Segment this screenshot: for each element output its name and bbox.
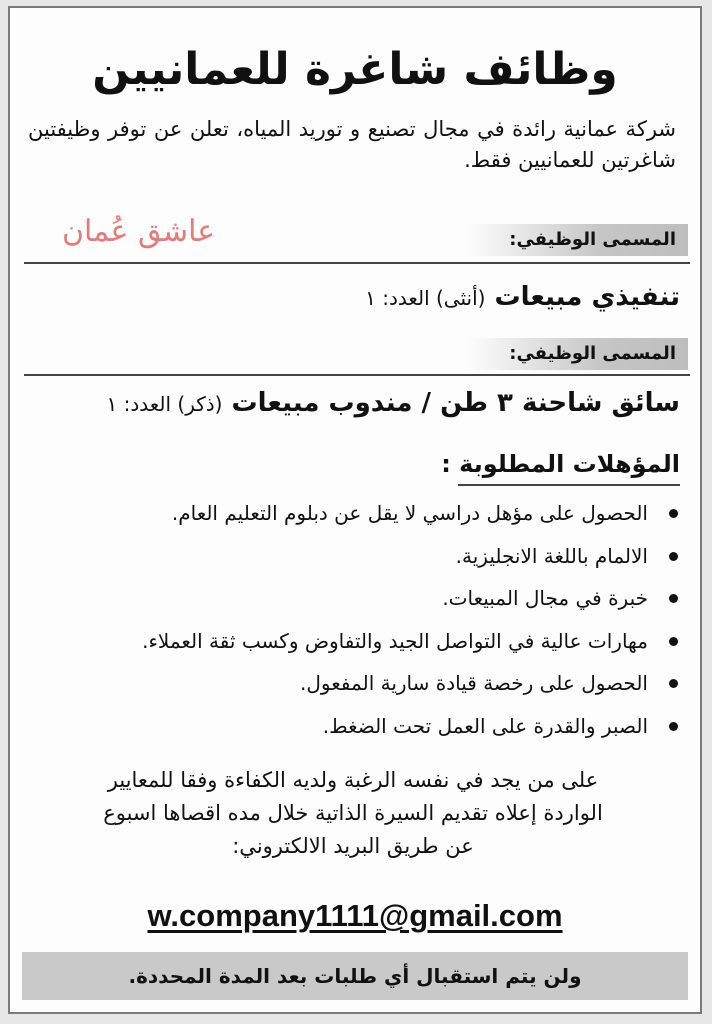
list-item xyxy=(26,577,684,620)
instructions-line-2: الواردة إعلاه تقديم السيرة الذاتية خلال مده اقصاها اسبوع xyxy=(103,801,603,825)
bullet-icon xyxy=(669,637,678,646)
ad-title: وظائف شاغرة للعمانيين xyxy=(92,44,618,95)
list-item xyxy=(26,535,684,578)
list-item-text: خبرة في مجال المبيعات. xyxy=(442,586,648,610)
job-title-1-text: تنفيذي مبيعات xyxy=(494,282,680,312)
qualifications-list xyxy=(26,492,684,747)
divider xyxy=(24,374,690,376)
list-item xyxy=(26,705,684,748)
list-item xyxy=(26,620,684,663)
qualifications-underline xyxy=(458,484,680,486)
list-item-text: الالمام باللغة الانجليزية. xyxy=(455,543,648,568)
list-item-text: الحصول على مؤهل دراسي لا يقل عن دبلوم التعليم العام. xyxy=(171,501,648,525)
list-item xyxy=(26,662,684,705)
instructions-line-3: عن طريق البريد الالكتروني: xyxy=(232,834,474,858)
bullet-icon xyxy=(669,509,678,518)
instructions-line-1: على من يجد في نفسه الرغبة ولديه الكفاءة وفقا للمعايير xyxy=(107,768,599,792)
application-instructions xyxy=(26,764,680,863)
list-item-text: مهارات عالية في التواصل الجيد والتفاوض وكسب ثقة العملاء. xyxy=(142,628,648,653)
job-title-1 xyxy=(24,276,680,319)
bullet-icon xyxy=(669,552,678,561)
ad-intro: شركة عمانية رائدة في مجال تصنيع و توريد المياه، تعلن عن توفر وظيفتين شاغرتين للعمانيين فقط. xyxy=(28,117,676,172)
job-title-1-count: (أنثى) العدد: ١ xyxy=(365,286,486,310)
bullet-icon xyxy=(669,679,678,688)
job-title-2-count: (ذكر) العدد: ١ xyxy=(106,392,223,416)
bullet-icon xyxy=(669,594,678,603)
list-item xyxy=(26,492,684,535)
bullet-icon xyxy=(669,722,678,731)
job-label-1: المسمى الوظيفي: xyxy=(468,224,688,256)
contact-email[interactable]: w.company1111@gmail.com xyxy=(147,898,563,933)
qualifications-heading: المؤهلات المطلوبة : xyxy=(441,450,680,478)
divider xyxy=(24,262,690,264)
job-advertisement xyxy=(8,6,702,1014)
list-item-text: الحصول على رخصة قيادة سارية المفعول. xyxy=(300,671,648,695)
watermark-text: عاشق عُمان xyxy=(62,214,216,249)
deadline-note: ولن يتم استقبال أي طلبات بعد المدة المحددة. xyxy=(22,952,688,1000)
job-title-2-text: سائق شاحنة ٣ طن / مندوب مبيعات xyxy=(231,388,680,418)
list-item-text: الصبر والقدرة على العمل تحت الضغط. xyxy=(322,713,648,738)
job-label-2: المسمى الوظيفي: xyxy=(468,338,688,370)
job-title-2 xyxy=(24,382,680,425)
